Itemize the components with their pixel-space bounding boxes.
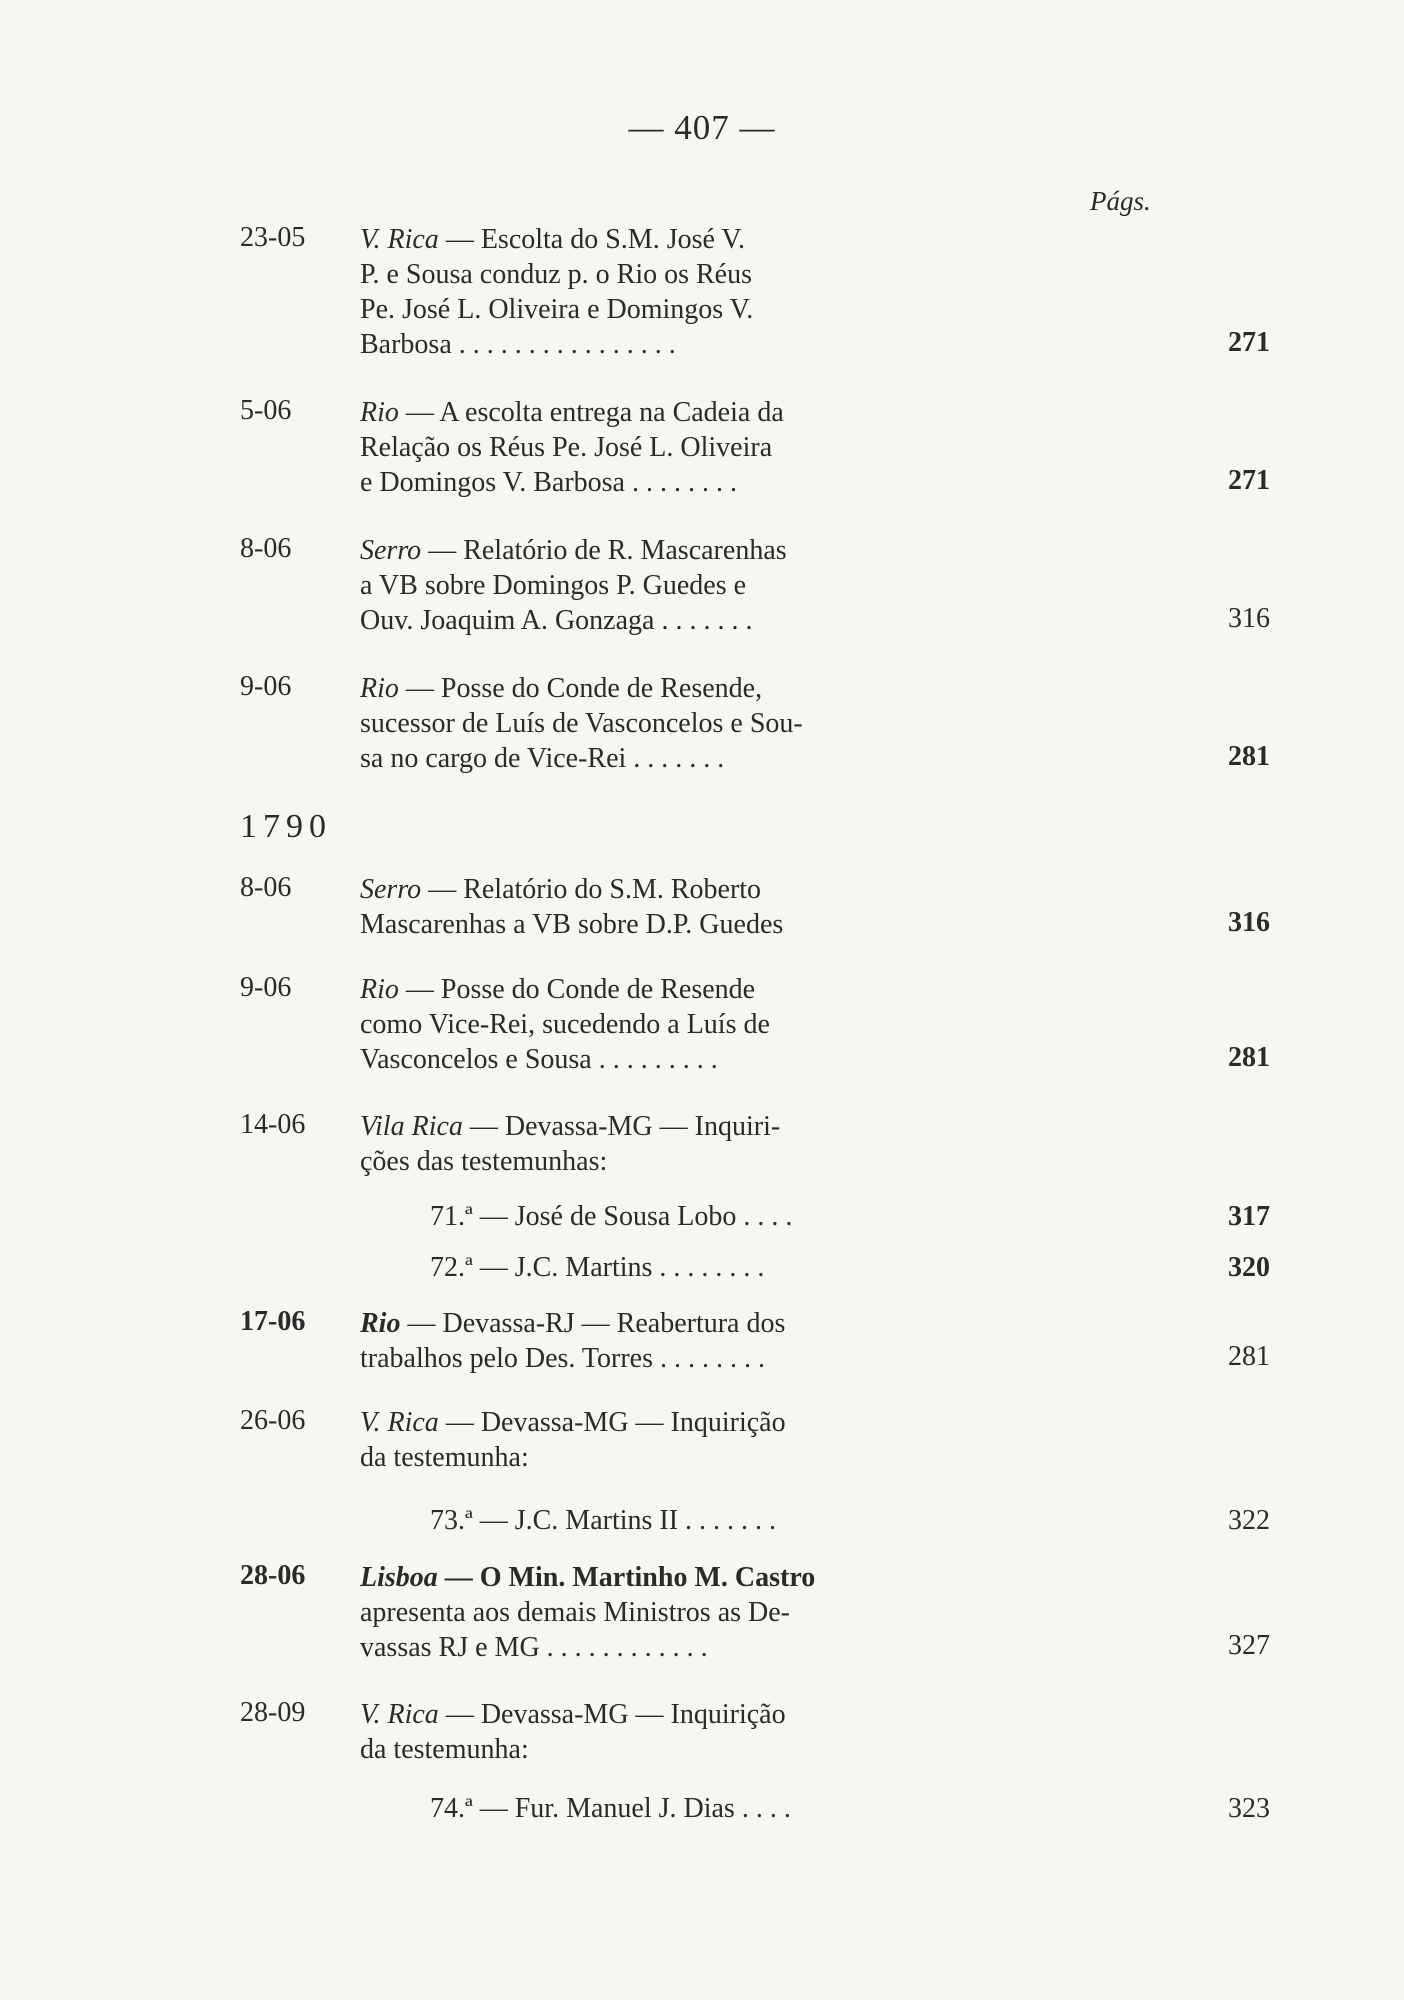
entry-place: V. Rica [360,224,439,255]
entry-text-line: trabalhos pelo Des. Torres . . . . . . . . [360,1343,766,1374]
entry-text-line: da testemunha: [360,1442,529,1473]
entry-text-line: — Devassa-MG — Inquiri- [469,1111,781,1142]
entry-text-line: — Escolta do S.M. José V. [445,224,746,255]
year-heading: 1790 [240,808,332,845]
entry-place: Rio [360,1308,401,1339]
entry-text-line: — A escolta entrega na Cadeia da [405,397,784,428]
entry-place: V. Rica [360,1407,439,1438]
entry-text-line: — O Min. Martinho M. Castro [444,1562,816,1593]
entry-text-line: sucessor de Luís de Vasconcelos e Sou- [360,708,803,739]
entry-place: Rio [360,397,399,428]
entry-text-line: Barbosa . . . . . . . . . . . . . . . . [360,329,676,360]
entry-text-line: ções das testemunhas: [360,1146,608,1177]
entry-text-line: P. e Sousa conduz p. o Rio os Réus [360,259,752,290]
entry-text-line: — Devassa-RJ — Reabertura dos [407,1308,786,1339]
witness-page: 323 [1228,1793,1270,1824]
witness-page: 317 [1228,1201,1270,1232]
entry-date: 28-06 [240,1560,306,1591]
entry-text-line: apresenta aos demais Ministros as De- [360,1597,790,1628]
witness-label: 72.ª — J.C. Martins . . . . . . . . [430,1252,765,1283]
entry-date: 8-06 [240,872,292,903]
entry-text-line: — Relatório de R. Mascarenhas [428,535,787,566]
entry-text-line: Ouv. Joaquim A. Gonzaga . . . . . . . [360,605,753,636]
entry-text-line: e Domingos V. Barbosa . . . . . . . . [360,467,737,498]
entry-date: 17-06 [240,1306,306,1337]
entry-page: 281 [1228,1341,1270,1372]
pages-column-header: Págs. [1090,186,1151,216]
entry-text-line: sa no cargo de Vice-Rei . . . . . . . [360,743,725,774]
entry-place: V. Rica [360,1699,439,1730]
witness-label: 73.ª — J.C. Martins II . . . . . . . [430,1505,777,1536]
entry-text-line: da testemunha: [360,1734,529,1765]
entry-text-line: — Posse do Conde de Resende, [405,673,763,704]
witness-label: 74.ª — Fur. Manuel J. Dias . . . . [430,1793,791,1824]
entry-place: Rio [360,974,399,1005]
entry-text-line: Pe. José L. Oliveira e Domingos V. [360,294,754,325]
witness-label: 71.ª — José de Sousa Lobo . . . . [430,1201,793,1232]
witness-page: 322 [1228,1505,1270,1536]
entry-page: 316 [1228,603,1270,634]
entry-text-line: Relação os Réus Pe. José L. Oliveira [360,432,773,463]
entry-place: Serro [360,535,422,566]
entry-page: 281 [1228,1042,1270,1073]
entry-place: Serro [360,874,422,905]
entry-date: 14-06 [240,1109,306,1140]
entry-date: 5-06 [240,395,292,426]
entry-date: 23-05 [240,222,306,253]
entry-date: 9-06 [240,671,292,702]
entry-text-line: Mascarenhas a VB sobre D.P. Guedes [360,909,784,940]
entry-text-line: como Vice-Rei, sucedendo a Luís de [360,1009,770,1040]
entry-text-line: vassas RJ e MG . . . . . . . . . . . . [360,1632,708,1663]
entry-text-line: — Devassa-MG — Inquirição [445,1699,786,1730]
entry-text-line: — Posse do Conde de Resende [405,974,756,1005]
page-number: — 407 — [628,108,776,147]
entry-text-line: — Devassa-MG — Inquirição [445,1407,786,1438]
entry-date: 8-06 [240,533,292,564]
entry-page: 271 [1228,327,1270,358]
entry-place: Vila Rica [360,1111,463,1142]
entry-date: 9-06 [240,972,292,1003]
entry-place: Lisboa [360,1562,438,1593]
entry-page: 316 [1228,907,1270,938]
entry-page: 271 [1228,465,1270,496]
entry-text-line: Vasconcelos e Sousa . . . . . . . . . [360,1044,718,1075]
entry-text-line: — Relatório do S.M. Roberto [428,874,762,905]
witness-page: 320 [1228,1252,1270,1283]
entry-date: 26-06 [240,1405,306,1436]
entry-text-line: a VB sobre Domingos P. Guedes e [360,570,747,601]
entry-date: 28-09 [240,1697,306,1728]
entry-place: Rio [360,673,399,704]
entry-page: 281 [1228,741,1270,772]
entry-page: 327 [1228,1630,1270,1661]
